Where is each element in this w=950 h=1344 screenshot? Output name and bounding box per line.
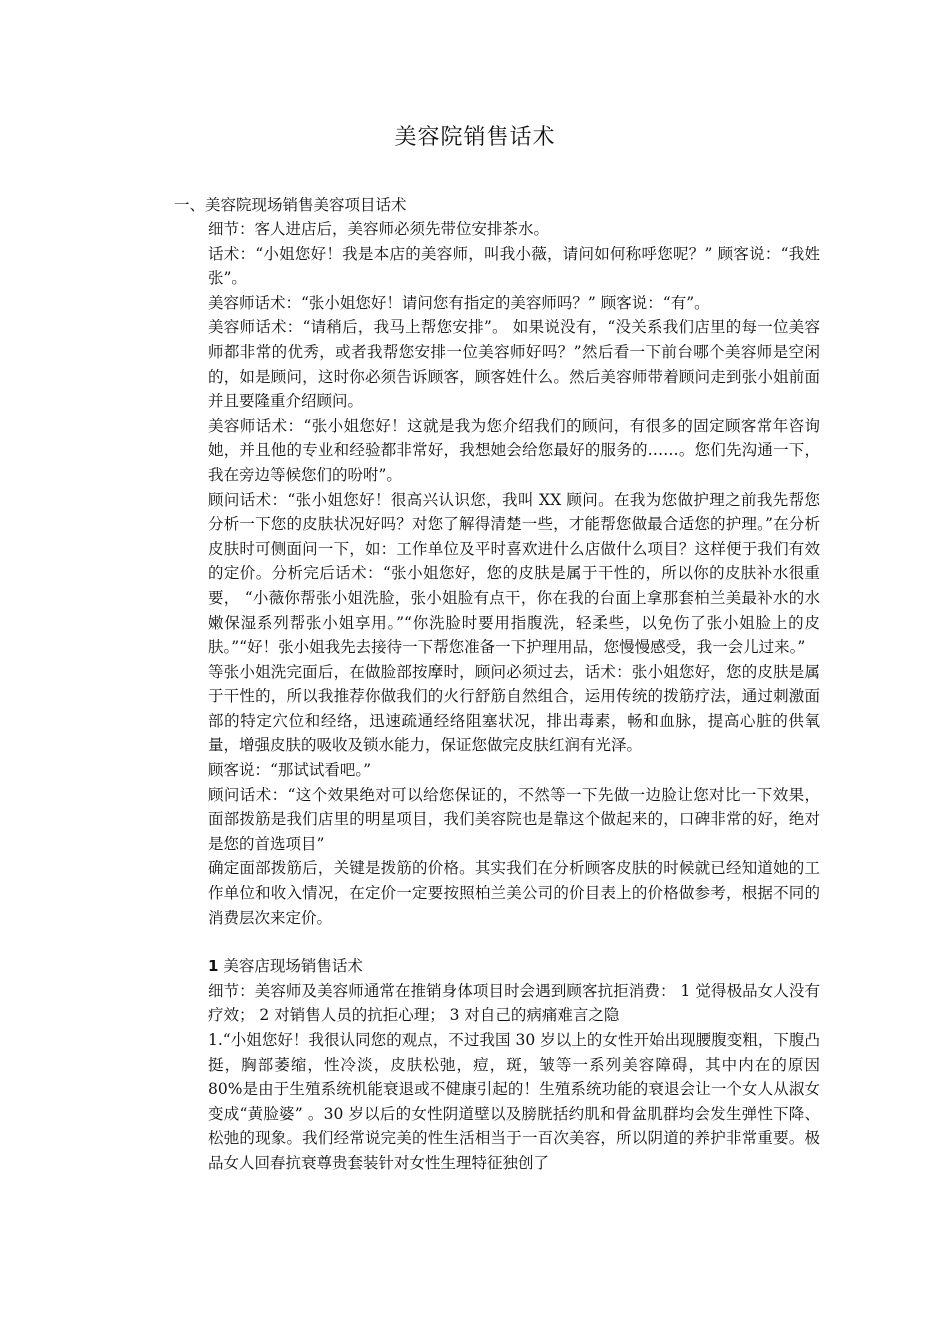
page-title: 美容院销售话术	[394, 125, 556, 150]
paragraph: 1.“小姐您好！我很认同您的观点，不过我国 30 岁以上的女性开始出现腰腹变粗，下腹凸挺，胸部萎缩，性冷淡，皮肤松弛，痘，斑，皱等一系列美容障碍，其中内在的原因 80%是由于生殖系统机能衰退或不健康引起的！生殖系统功能的衰退会让一个女人从淑女变成“黄脸婆” 。30 岁以后的女性阴道壁以及膀胱括约肌和骨盆肌群均会发生弹性下降、松弛的现象。我们经常说完美的性生活相当于一百次美容，所以阴道的养护非常重要。极品女人回春抗衰尊贵套装针对女性生理特征独创了	[208, 1031, 820, 1172]
subsection-title: 美容店现场销售话术	[223, 957, 363, 976]
subsection-number: 1	[208, 957, 219, 976]
document-body	[208, 217, 820, 1176]
paragraph: 美容师话术：“请稍后，我马上帮您安排”。 如果说没有，“没关系我们店里的每一位美容师都非常的优秀，或者我帮您安排一位美容师好吗？”然后看一下前台哪个美容师是空闲的，如是顾问，这时你必须告诉顾客，顾客姓什么。然后美容师带着顾问走到张小姐前面并且要隆重介绍顾问。	[208, 318, 820, 411]
paragraph: 细节：美容师及美容师通常在推销身体项目时会遇到顾客抗拒消费： 1 觉得极品女人没有疗效； 2 对销售人员的抗拒心理； 3 对自己的病痛难言之隐	[208, 981, 820, 1025]
paragraph: 顾客说：“那试试看吧。”	[208, 761, 372, 780]
section-heading: 一、美容院现场销售美容项目话术	[174, 196, 407, 214]
paragraph: 顾问话术：“这个效果绝对可以给您保证的，不然等一下先做一边脸让您对比一下效果，面部拨筋是我们店里的明星项目，我们美容院也是靠这个做起来的，口碑非常的好，绝对是您的首选项目”	[208, 785, 820, 853]
paragraph: 确定面部拨筋后，关键是拨筋的价格。其实我们在分析顾客皮肤的时候就已经知道她的工作单位和收入情况，在定价一定要按照柏兰美公司的价目表上的价格做参考，根据不同的消费层次来定价。	[208, 859, 820, 927]
spacer	[208, 930, 820, 954]
subsection-heading	[208, 954, 820, 979]
paragraph: 顾问话术：“张小姐您好！很高兴认识您，我叫 XX 顾问。在我为您做护理之前我先帮您分析一下您的皮肤状况好吗？对您了解得清楚一些，才能帮您做最合适您的护理。”在分析皮肤时可侧面问一下，如：工作单位及平时喜欢进什么店做什么项目？这样便于我们有效的定价。分析完后话术：“张小姐您好，您的皮肤是属于干性的，所以你的皮肤补水很重要， “小薇你帮张小姐洗脸，张小姐脸有点干，你在我的台面上拿那套柏兰美最补水的水嫩保湿系列帮张小姐享用。”“你洗脸时要用指腹洗，轻柔些，以免伤了张小姐脸上的皮肤。”“好！张小姐我先去接待一下帮您准备一下护理用品，您慢慢感受，我一会儿过来。”	[208, 490, 820, 657]
paragraph: 话术：“小姐您好！我是本店的美容师，叫我小薇，请问如何称呼您呢？” 顾客说：“我姓张”。	[208, 244, 820, 288]
paragraph: 细节：客人进店后，美容师必须先带位安排茶水。	[208, 220, 550, 238]
paragraph: 美容师话术：“张小姐您好！请问您有指定的美容师吗？” 顾客说：“有”。	[208, 293, 710, 312]
paragraph: 美容师话术：“张小姐您好！这就是我为您介绍我们的顾问，有很多的固定顾客常年咨询她，并且他的专业和经验都非常好，我想她会给您最好的服务的……。您们先沟通一下，我在旁边等候您们的吩咐”。	[208, 416, 820, 484]
paragraph: 等张小姐洗完面后，在做脸部按摩时，顾问必须过去，话术：张小姐您好，您的皮肤是属于干性的，所以我推荐你做我们的火行舒筋自然组合，运用传统的拨筋疗法，通过刺激面部的特定穴位和经络，迅速疏通经络阻塞状况，排出毒素，畅和血脉，提高心脏的供氧量，增强皮肤的吸收及锁水能力，保证您做完皮肤红润有光泽。	[208, 662, 820, 755]
